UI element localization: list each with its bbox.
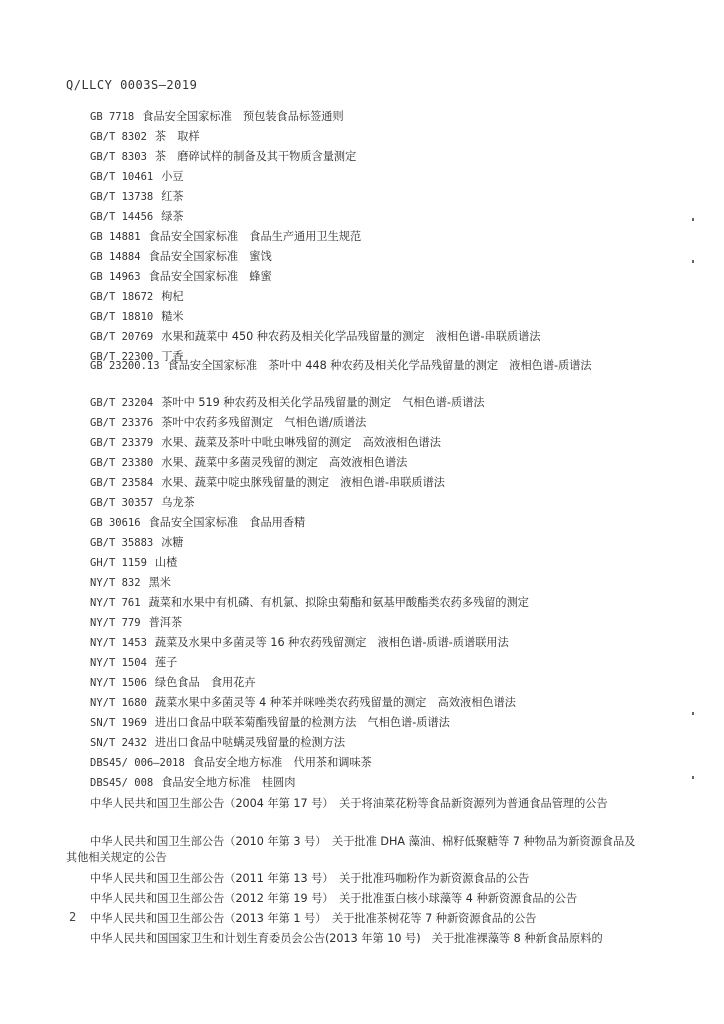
reference-item	[90, 250, 272, 264]
reference-title: 莲子	[154, 656, 178, 669]
reference-title: 蔬菜和水果中有机磷、有机氯、拟除虫菊酯和氨基甲酸酯类农药多残留的测定	[148, 596, 529, 609]
reference-code: GB/T 8302	[90, 131, 147, 143]
reference-item	[90, 150, 356, 164]
announcement-item: 中华人民共和国国家卫生和计划生育委员会公告(2013 年第 10 号) 关于批准裸藻等 8 种新食品原料的	[90, 932, 603, 945]
reference-code: GB 14963	[90, 271, 141, 283]
reference-item	[90, 110, 344, 124]
reference-item	[90, 210, 184, 224]
reference-title: 水果和蔬菜中 450 种农药及相关化学品残留量的测定 液相色谱-串联质谱法	[161, 330, 541, 343]
reference-title: 食品安全地方标准 桂圆肉	[161, 776, 296, 789]
reference-item	[90, 776, 295, 790]
reference-title: 进出口食品中哒螨灵残留量的检测方法	[154, 736, 346, 749]
reference-item	[90, 696, 516, 710]
reference-title: 食品安全国家标准 食品生产通用卫生规范	[148, 230, 362, 243]
reference-code: NY/T 1453	[90, 637, 147, 649]
reference-title: 食品安全地方标准 代用茶和调味茶	[192, 756, 372, 769]
reference-code: GB 23200.13	[90, 360, 160, 372]
reference-code: NY/T 832	[90, 577, 141, 589]
reference-title: 绿色食品 食用花卉	[154, 676, 256, 689]
reference-title: 食品安全国家标准 蜜饯	[148, 250, 272, 263]
reference-item	[90, 190, 184, 204]
reference-code: GB/T 35883	[90, 537, 154, 549]
reference-title: 红茶	[161, 190, 184, 203]
reference-code: GH/T 1159	[90, 557, 147, 569]
reference-title: 茶叶中农药多残留测定 气相色谱/质谱法	[161, 416, 367, 429]
document-code-header: Q/LLCY 0003S—2019	[66, 78, 198, 92]
reference-title: 蔬菜水果中多菌灵等 4 种苯并咪唑类农药残留量的测定 高效液相色谱法	[154, 696, 516, 709]
reference-item	[90, 556, 177, 570]
reference-code: GB/T 18810	[90, 311, 154, 323]
reference-title: 食品安全国家标准 食品用香精	[148, 516, 306, 529]
reference-title: 枸杞	[161, 290, 184, 303]
reference-code: GB/T 22300	[90, 351, 154, 363]
reference-item	[90, 436, 441, 450]
reference-item	[90, 636, 509, 650]
reference-code: SN/T 1969	[90, 717, 147, 729]
reference-title: 水果、蔬菜中多菌灵残留的测定 高效液相色谱法	[161, 456, 408, 469]
reference-title: 进出口食品中联苯菊酯残留量的检测方法 气相色谱-质谱法	[154, 716, 450, 729]
reference-title: 食品安全国家标准 预包装食品标签通则	[142, 110, 344, 123]
reference-code: GB 14881	[90, 231, 141, 243]
reference-code: GB/T 20769	[90, 331, 154, 343]
reference-title: 山楂	[154, 556, 178, 569]
reference-code: NY/T 1680	[90, 697, 147, 709]
reference-code: SN/T 2432	[90, 737, 147, 749]
reference-item	[90, 310, 184, 324]
reference-code: NY/T 1506	[90, 677, 147, 689]
reference-title: 茶 磨碎试样的制备及其干物质含量测定	[154, 150, 357, 163]
reference-item	[90, 536, 184, 550]
scan-speck	[692, 218, 694, 221]
reference-item	[90, 596, 529, 610]
reference-code: GB/T 10461	[90, 171, 154, 183]
reference-item	[90, 496, 195, 510]
reference-title: 茶 取样	[154, 130, 200, 143]
announcement-item: 中华人民共和国卫生部公告（2010 年第 3 号） 关于批准 DHA 藻油、棉籽低聚糖等 7 种物品为新资源食品及其他相关规定的公告	[66, 835, 636, 864]
reference-title: 糙米	[161, 310, 184, 323]
reference-title: 丁香	[161, 350, 184, 363]
scan-speck	[692, 260, 694, 263]
reference-title: 食品安全国家标准 茶叶中 448 种农药及相关化学品残留量的测定 液相色谱-质谱法	[167, 359, 592, 372]
reference-code: NY/T 779	[90, 617, 141, 629]
reference-title: 普洱茶	[148, 616, 183, 629]
reference-title: 绿茶	[161, 210, 184, 223]
reference-item	[90, 416, 366, 430]
reference-title: 食品安全国家标准 蜂蜜	[148, 270, 272, 283]
reference-code: GB/T 23379	[90, 437, 154, 449]
reference-item	[90, 616, 182, 630]
reference-item	[90, 476, 445, 490]
reference-title: 蔬菜及水果中多菌灵等 16 种农药残留测定 液相色谱-质谱-质谱联用法	[154, 636, 509, 649]
reference-title: 水果、蔬菜及茶叶中吡虫啉残留的测定 高效液相色谱法	[161, 436, 441, 449]
reference-code: NY/T 1504	[90, 657, 147, 669]
reference-code: GB/T 23204	[90, 397, 154, 409]
reference-code: GB/T 8303	[90, 151, 147, 163]
reference-code: GB 7718	[90, 111, 135, 123]
reference-code: GB 30616	[90, 517, 141, 529]
reference-title: 小豆	[161, 170, 184, 183]
reference-code: GB/T 18672	[90, 291, 154, 303]
reference-item	[90, 170, 184, 184]
reference-code: DBS45/ 008	[90, 777, 154, 789]
announcement-item: 中华人民共和国卫生部公告（2011 年第 13 号） 关于批准玛咖粉作为新资源食品的公告	[90, 872, 530, 885]
reference-title: 冰糖	[161, 536, 184, 549]
reference-item	[90, 230, 361, 244]
reference-item	[66, 358, 646, 374]
reference-code: GB 14884	[90, 251, 141, 263]
reference-code: GB/T 23584	[90, 477, 154, 489]
reference-item	[90, 456, 407, 470]
reference-item	[90, 290, 184, 304]
announcement-item: 中华人民共和国卫生部公告（2004 年第 17 号） 关于将油菜花粉等食品新资源列为普通食品管理的公告	[90, 797, 608, 810]
reference-code: DBS45/ 006—2018	[90, 757, 185, 769]
reference-title: 乌龙茶	[161, 496, 195, 509]
reference-code: NY/T 761	[90, 597, 141, 609]
reference-item	[90, 396, 485, 410]
reference-title: 茶叶中 519 种农药及相关化学品残留量的测定 气相色谱-质谱法	[161, 396, 485, 409]
reference-code: GB/T 23376	[90, 417, 154, 429]
reference-item	[90, 330, 541, 344]
reference-item	[90, 716, 450, 730]
reference-code: GB/T 30357	[90, 497, 154, 509]
reference-code: GB/T 13738	[90, 191, 154, 203]
scan-speck	[692, 712, 694, 715]
reference-item	[90, 516, 305, 530]
reference-code: GB/T 23380	[90, 457, 154, 469]
reference-item	[90, 736, 345, 750]
reference-item	[90, 756, 372, 770]
reference-item	[90, 576, 171, 590]
reference-item	[90, 130, 200, 144]
page-number: 2	[69, 910, 77, 924]
scan-speck	[692, 776, 694, 779]
reference-item	[90, 270, 272, 284]
announcement-item: 中华人民共和国卫生部公告（2012 年第 19 号） 关于批准蛋白核小球藻等 4 种新资源食品的公告	[90, 892, 578, 905]
reference-title: 水果、蔬菜中啶虫脒残留量的测定 液相色谱-串联质谱法	[161, 476, 445, 489]
reference-title: 黑米	[148, 576, 171, 589]
reference-item	[90, 656, 177, 670]
announcement-item: 中华人民共和国卫生部公告（2013 年第 1 号） 关于批准茶树花等 7 种新资源食品的公告	[90, 912, 537, 925]
reference-code: GB/T 14456	[90, 211, 154, 223]
reference-item	[90, 676, 256, 690]
